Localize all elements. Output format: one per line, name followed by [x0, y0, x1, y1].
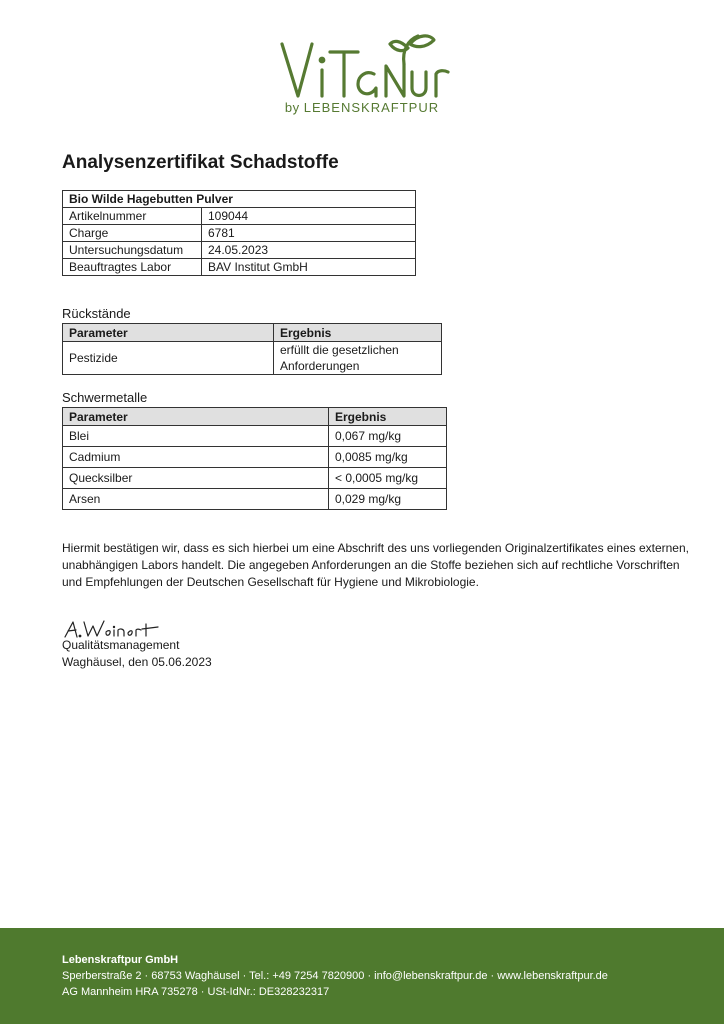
row-label: Beauftragtes Labor [63, 259, 202, 276]
row-result: < 0,0005 mg/kg [329, 468, 447, 489]
table-row [63, 468, 447, 489]
row-parameter: Pestizide [63, 342, 274, 375]
brand-tagline [0, 100, 724, 115]
tagline-by: by [284, 100, 300, 115]
table-row [63, 242, 416, 259]
header-result: Ergebnis [274, 324, 442, 342]
page-footer [0, 928, 724, 1024]
residues-section-title: Rückstände [62, 306, 131, 321]
row-value: 109044 [202, 208, 416, 225]
table-header-row [63, 324, 442, 342]
row-label: Artikelnummer [63, 208, 202, 225]
product-name: Bio Wilde Hagebutten Pulver [63, 191, 416, 208]
header-result: Ergebnis [329, 408, 447, 426]
confirmation-text: Hiermit bestätigen wir, dass es sich hierbei um eine Abschrift des uns vorliegenden Originalzertifikates eines externen, unabhängigen Labors handelt. Die angegeben Anforderungen an die Stoffe beziehen sich auf rechtliche Vorschriften und Empfehlungen der Deutschen Gesellschaft für Hygiene und Mikrobiologie. [62, 541, 689, 589]
header-parameter: Parameter [63, 324, 274, 342]
footer-register-line: AG Mannheim HRA 735278 · USt-IdNr.: DE328232317 [62, 986, 330, 998]
footer-company: Lebenskraftpur GmbH [62, 954, 179, 966]
row-result-line2: Anforderungen [280, 359, 360, 373]
row-result-line1: erfüllt die gesetzlichen [280, 343, 399, 357]
page-title: Analysenzertifikat Schadstoffe [62, 152, 339, 173]
row-label: Charge [63, 225, 202, 242]
row-result [274, 342, 442, 375]
header-parameter: Parameter [63, 408, 329, 426]
row-parameter: Cadmium [63, 447, 329, 468]
signature-block [62, 637, 212, 671]
product-info-table [62, 190, 416, 276]
heavy-metals-table [62, 407, 447, 510]
table-row [63, 342, 442, 375]
product-name-row [63, 191, 416, 208]
table-row [63, 225, 416, 242]
table-row [63, 489, 447, 510]
row-result: 0,0085 mg/kg [329, 447, 447, 468]
tagline-suffix: PUR [408, 100, 440, 115]
signature-place-date: Waghäusel, den 05.06.2023 [62, 655, 212, 669]
table-row [63, 259, 416, 276]
table-header-row [63, 408, 447, 426]
residues-table [62, 323, 442, 375]
row-parameter: Arsen [63, 489, 329, 510]
row-label: Untersuchungsdatum [63, 242, 202, 259]
row-value: BAV Institut GmbH [202, 259, 416, 276]
row-parameter: Quecksilber [63, 468, 329, 489]
row-value: 6781 [202, 225, 416, 242]
row-value: 24.05.2023 [202, 242, 416, 259]
table-row [63, 447, 447, 468]
signature-department: Qualitätsmanagement [62, 638, 180, 652]
footer-address-line: Sperberstraße 2 · 68753 Waghäusel · Tel.: +49 7254 7820900 · info@lebenskraftpur.de · www.lebenskraftpur.de [62, 970, 608, 982]
footer-content [62, 952, 608, 1000]
row-result: 0,029 mg/kg [329, 489, 447, 510]
tagline-name: LEBENSKRAFT [303, 100, 409, 115]
row-parameter: Blei [63, 426, 329, 447]
row-result: 0,067 mg/kg [329, 426, 447, 447]
heavy-metals-section-title: Schwermetalle [62, 390, 148, 405]
table-row [63, 208, 416, 225]
table-row [63, 426, 447, 447]
